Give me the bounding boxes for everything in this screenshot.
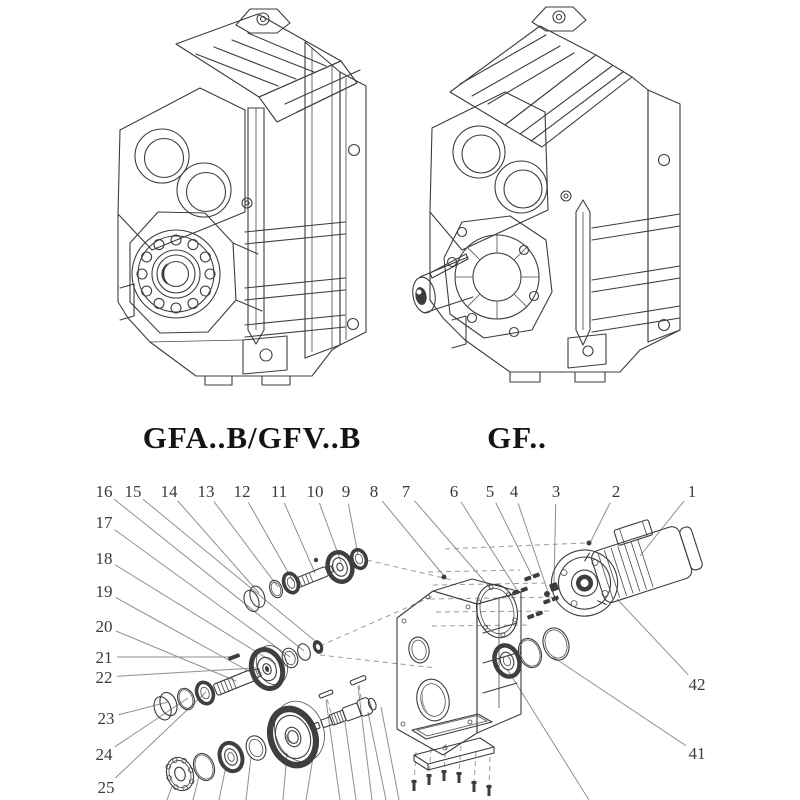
leader-line-15: [143, 499, 320, 645]
callout-16: 16: [95, 482, 113, 501]
leader-line-18: [115, 565, 276, 664]
bottom-cover-assembly: [412, 714, 495, 796]
output-gear: [258, 694, 333, 775]
callout-labels: [96, 482, 706, 797]
cut-leader-line-8: [345, 722, 356, 800]
callout-17: 17: [95, 513, 113, 532]
cut-leader-line-11: [507, 669, 589, 800]
bearing: [281, 571, 301, 595]
callout-23: 23: [97, 709, 115, 728]
callout-41: 41: [688, 744, 706, 763]
callout-1: 1: [687, 482, 697, 501]
leader-line-19: [115, 597, 252, 673]
leader-line-41: [553, 657, 686, 746]
cover-bolts: [412, 770, 492, 796]
callout-18: 18: [95, 549, 113, 568]
callout-14: 14: [160, 482, 178, 501]
gearbox-right-drawing: [410, 7, 680, 382]
leader-line-20: [116, 631, 236, 681]
key: [350, 675, 367, 685]
left-figure-label: GFA..B/GFV..B: [142, 420, 362, 455]
cut-leader-line-2: [219, 766, 226, 800]
callout-21: 21: [95, 648, 113, 667]
output-shaft-assembly: [161, 675, 378, 795]
leader-line-9: [348, 504, 358, 555]
callout-22: 22: [95, 668, 113, 687]
exploded-diagram: [96, 482, 707, 800]
cut-leader-lines: [167, 669, 589, 800]
callout-8: 8: [369, 482, 379, 501]
leader-line-14: [178, 501, 259, 593]
bolt: [228, 653, 241, 661]
motor: [540, 508, 706, 625]
callout-5: 5: [485, 482, 495, 501]
callout-3: 3: [551, 482, 561, 501]
callout-24: 24: [95, 745, 113, 764]
snap-ring: [190, 750, 218, 783]
callout-12: 12: [233, 482, 251, 501]
leader-lines: [114, 499, 688, 778]
callout-7: 7: [401, 482, 411, 501]
callout-20: 20: [95, 617, 113, 636]
lock-nut: [311, 639, 325, 656]
cut-leader-line-0: [167, 786, 172, 800]
leader-line-4: [518, 503, 548, 592]
leader-line-16: [114, 499, 304, 651]
leader-line-8: [382, 501, 444, 576]
dashed-projection-lines: [320, 543, 585, 788]
leader-line-42: [617, 599, 688, 675]
callout-10: 10: [306, 482, 324, 501]
leader-line-13: [214, 501, 278, 587]
flange-gasket: [471, 580, 523, 642]
callout-6: 6: [449, 482, 459, 501]
gearbox-left-drawing: [118, 9, 366, 385]
hub-spokes: [455, 235, 539, 319]
bearing: [216, 740, 247, 775]
leader-line-2: [589, 503, 610, 545]
input-shaft-assembly: [240, 548, 368, 614]
callout-11: 11: [270, 482, 288, 501]
callout-9: 9: [341, 482, 351, 501]
key: [319, 690, 333, 699]
leader-line-7: [415, 501, 492, 590]
callout-13: 13: [197, 482, 215, 501]
callout-2: 2: [611, 482, 621, 501]
callout-25: 25: [97, 778, 115, 797]
right-figure-label: GF..: [487, 420, 547, 455]
callout-15: 15: [124, 482, 142, 501]
leader-line-22: [117, 668, 256, 676]
washer: [243, 733, 269, 763]
leader-line-11: [284, 503, 315, 573]
cut-leader-line-10: [381, 707, 399, 800]
callout-4: 4: [509, 482, 519, 501]
callout-19: 19: [95, 582, 113, 601]
callout-42: 42: [688, 675, 706, 694]
leader-line-12: [248, 502, 293, 581]
ball-bearing: [161, 753, 199, 794]
cut-leader-line-3: [246, 757, 251, 800]
